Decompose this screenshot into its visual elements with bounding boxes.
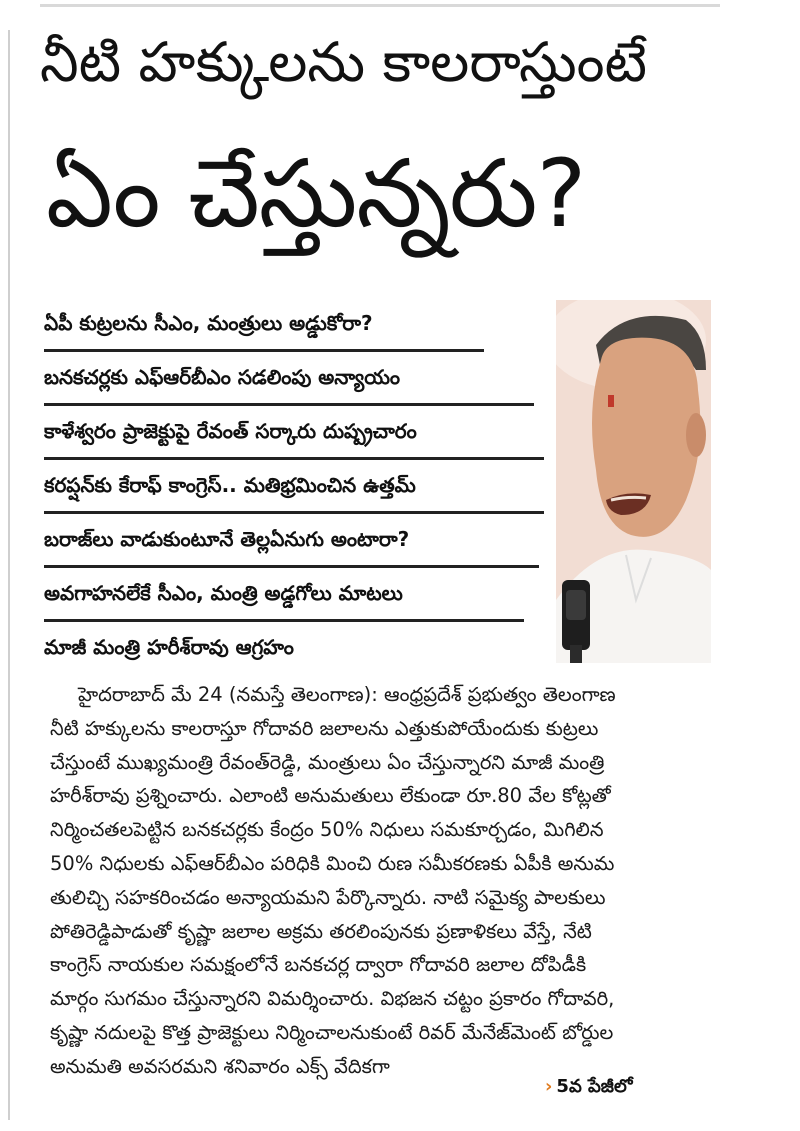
article-line: కృష్ణా నదులపై కొత్త ప్రాజెక్టులు నిర్మించాలనుకుంటే రివర్ మేనేజ్‌మెంట్ బోర్డుల [50, 1020, 614, 1044]
article-line: అనుమతి అవసరమని శనివారం ఎక్స్ వేదికగా [50, 1054, 390, 1078]
subheading-item [44, 570, 544, 624]
headline-line-1: నీటి హక్కులను కాలరాస్తుంటే [40, 30, 648, 94]
continued-on-page-label: 5వ పేజీలో [556, 1076, 633, 1097]
subheading-underline [44, 511, 544, 514]
subheading-underline [44, 565, 539, 568]
subheading-text: కరప్షన్‌కు కేరాఫ్ కాంగ్రెస్.. మతిభ్రమించిన ఉత్తమ్ [44, 473, 416, 497]
article-line: నీటి హక్కులను కాలరాస్తూ గోదావరి జలాలను ఎత్తుకుపోయేందుకు కుట్రలు [50, 716, 599, 740]
article-body [50, 678, 720, 1084]
headline-line-2: ఏం చేస్తున్నరు? [46, 140, 586, 249]
subheading-text: ఏపీ కుట్రలను సీఎం, మంత్రులు అడ్డుకోరా? [44, 311, 373, 335]
subheading-item [44, 300, 544, 354]
subheading-item [44, 624, 544, 678]
subheading-text: బనకచర్లకు ఎఫ్‌ఆర్‌బీఎం సడలింపు అన్యాయం [44, 365, 401, 389]
article-line: మార్గం సుగమం చేస్తున్నారని విమర్శించారు. విభజన చట్టం ప్రకారం గోదావరి, [50, 987, 615, 1011]
subheading-underline [44, 349, 484, 352]
left-column-rule [8, 30, 10, 1120]
subheading-list [44, 300, 544, 678]
subheading-underline [44, 619, 524, 622]
top-divider [40, 4, 720, 7]
subheading-item [44, 516, 544, 570]
arrow-right-icon: › [545, 1076, 553, 1097]
article-line: పోతిరెడ్డిపాడుతో కృష్ణా జలాల అక్రమ తరలింపునకు ప్రణాళికలు వేస్తే, నేటి [50, 919, 592, 943]
article-line: 50% నిధులకు ఎఫ్‌ఆర్‌బీఎం పరిధికి మించి రుణ సమీకరణకు ఏపీకి అనుమ [50, 851, 615, 875]
article-line: కాంగ్రెస్ నాయకుల సమక్షంలోనే బనకచర్ల ద్వారా గోదావరి జలాల దోపిడీకి [50, 953, 587, 977]
subheading-text: బరాజ్‌లు వాడుకుంటూనే తెల్లఏనుగు అంటారా? [44, 527, 410, 551]
article-line: తులిచ్చి సహకరించడం అన్యాయమని పేర్కొన్నారు. నాటి సమైక్య పాలకులు [50, 885, 606, 909]
subheading-text: అవగాహనలేకే సీఎం, మంత్రి అడ్డగోలు మాటలు [44, 581, 403, 605]
article-line: హైదరాబాద్ మే 24 (నమస్తే తెలంగాణ): ఆంధ్రప్రదేశ్ ప్రభుత్వం తెలంగాణ [78, 683, 616, 706]
article-line: నిర్మించతలపెట్టిన బనకచర్లకు కేంద్రం 50% నిధులు సమకూర్చడం, మిగిలిన [50, 818, 604, 842]
subheading-item [44, 462, 544, 516]
subheading-underline [44, 403, 534, 406]
article-line: చేస్తుంటే ముఖ్యమంత్రి రేవంత్‌రెడ్డి, మంత్రులు ఏం చేస్తున్నారని మాజీ మంత్రి [50, 750, 605, 774]
subheading-underline [44, 457, 544, 460]
speaker-photo [556, 300, 711, 663]
subheading-text: మాజీ మంత్రి హరీశ్‌రావు ఆగ్రహం [44, 635, 294, 659]
continued-on-page-link[interactable] [545, 1076, 633, 1101]
article-line: హరీశ్‌రావు ప్రశ్నించారు. ఎలాంటి అనుమతులు లేకుండా రూ.80 వేల కోట్లతో [50, 784, 611, 808]
subheading-item [44, 408, 544, 462]
subheading-item [44, 354, 544, 408]
subheading-text: కాళేశ్వరం ప్రాజెక్టుపై రేవంత్ సర్కారు దుష్ప్రచారం [44, 419, 417, 443]
speaker-portrait-icon [556, 300, 711, 663]
